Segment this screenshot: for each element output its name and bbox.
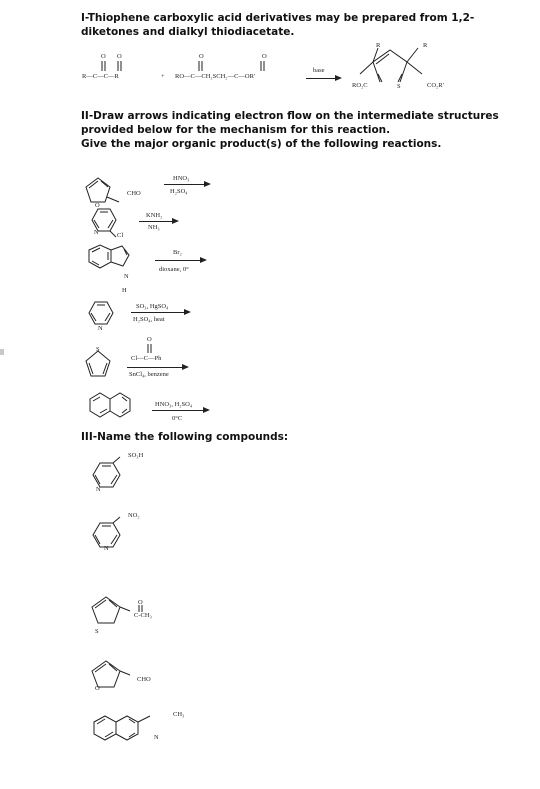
base-reagent: base bbox=[313, 67, 325, 74]
reaction-5-reagent-bottom: SnCl₄, benzene bbox=[129, 371, 169, 378]
product-sulfur: S bbox=[397, 83, 401, 90]
section2-line1: II-Draw arrows indicating electron flow on the intermediate structures bbox=[81, 110, 499, 122]
compound-1-ring-n: N bbox=[96, 486, 101, 493]
reaction-3-h: H bbox=[122, 287, 127, 294]
furan-ring bbox=[83, 172, 123, 204]
compound-3-acetyl: C-CH₃ bbox=[134, 612, 152, 619]
reaction-1-reagent-bottom: H₂SO₄ bbox=[170, 188, 188, 195]
reaction-1-cho: CHO bbox=[127, 190, 141, 197]
reaction-3-ring-n: N bbox=[124, 273, 129, 280]
compound-1-so3h: SO₃H bbox=[128, 452, 144, 459]
reaction-arrow-1 bbox=[306, 78, 340, 79]
diketone-o1: O bbox=[101, 53, 106, 60]
ester-o2: O bbox=[262, 53, 267, 60]
compound-3-o: O bbox=[138, 599, 143, 606]
compound-2-ring bbox=[86, 515, 136, 557]
compound-5-ring-n: N bbox=[154, 734, 159, 741]
reaction-6-reagent-bottom: 0°C bbox=[172, 415, 183, 422]
compound-3-ring bbox=[86, 585, 136, 629]
reaction-2-ring-n: N bbox=[94, 229, 99, 236]
section1-heading-line2: diketones and dialkyl thiodiacetate. bbox=[81, 26, 295, 38]
reaction-3-reagent-top: Br₂ bbox=[173, 249, 182, 256]
quinoline-ring-6 bbox=[84, 389, 144, 425]
compound-2-ring-n: N bbox=[104, 545, 109, 552]
reaction-4-ring-n: N bbox=[98, 325, 103, 332]
reaction-2-cl: Cl bbox=[117, 232, 124, 239]
reaction-5-arrow bbox=[127, 367, 187, 368]
reaction-1-ring-o: O bbox=[95, 202, 100, 209]
plus-sign: + bbox=[161, 73, 165, 80]
reaction-1-reagent-top: HNO₃ bbox=[173, 175, 190, 182]
compound-4-ring-o: O bbox=[95, 685, 100, 692]
reaction-5-ring-s: S bbox=[96, 346, 100, 353]
reaction-4-arrow bbox=[131, 312, 189, 313]
compound-2-no2: NO₂ bbox=[128, 512, 140, 519]
section2-line3: Give the major organic product(s) of the following reactions. bbox=[81, 138, 442, 150]
compound-3-ring-s: S bbox=[95, 628, 99, 635]
compound-4-cho: CHO bbox=[137, 676, 151, 683]
reaction-5-acyl-double-bond bbox=[146, 344, 154, 354]
reaction-2-reagent-top: KNH₂ bbox=[146, 212, 163, 219]
product-r-left: R bbox=[376, 42, 381, 49]
product-r-right: R bbox=[423, 42, 428, 49]
product-ester-right: CO₂R' bbox=[427, 82, 444, 89]
section2-line2: provided below for the mechanism for this reaction. bbox=[81, 124, 391, 136]
ester-o1: O bbox=[199, 53, 204, 60]
compound-5-ring bbox=[86, 708, 186, 754]
reaction-5-acyl: Cl—C—Ph bbox=[131, 355, 162, 362]
section1-heading-line1: I-Thiophene carboxylic acid derivatives may be prepared from 1,2- bbox=[81, 12, 475, 24]
ester-double-bonds bbox=[197, 61, 267, 73]
pyridine-ring-4 bbox=[83, 298, 123, 334]
section3-heading: III-Name the following compounds: bbox=[81, 431, 289, 443]
reaction-6-reagent-top: HNO₃, H₂SO₄ bbox=[155, 401, 193, 408]
diketone-o2: O bbox=[117, 53, 122, 60]
reaction-1-arrow bbox=[164, 184, 209, 185]
reaction-6-arrow bbox=[152, 410, 208, 411]
indole-ring bbox=[83, 242, 143, 282]
reaction-4-reagent-top: SO₃, HgSO₄ bbox=[136, 303, 169, 310]
thiophene-ring-5 bbox=[83, 346, 123, 380]
reaction-3-reagent-bottom: dioxane, 0° bbox=[159, 266, 189, 273]
reaction-3-arrow bbox=[155, 260, 205, 261]
page-edge-marker bbox=[0, 349, 4, 355]
compound-1-ring bbox=[86, 455, 136, 497]
compound-5-ch3: CH₃ bbox=[173, 711, 185, 718]
diketone-double-bonds bbox=[100, 61, 124, 73]
reaction-2-reagent-bottom: NH₃ bbox=[148, 224, 160, 231]
thiodiacetate-formula: RO—C—CH₂SCH₂—C—OR' bbox=[175, 73, 256, 80]
product-ester-left: RO₂C bbox=[352, 82, 368, 89]
diketone-formula: R—C—C—R bbox=[82, 73, 119, 80]
reaction-5-acyl-o: O bbox=[147, 336, 152, 343]
reaction-4-reagent-bottom: H₂SO₄, heat bbox=[133, 316, 165, 323]
reaction-2-arrow bbox=[139, 221, 177, 222]
